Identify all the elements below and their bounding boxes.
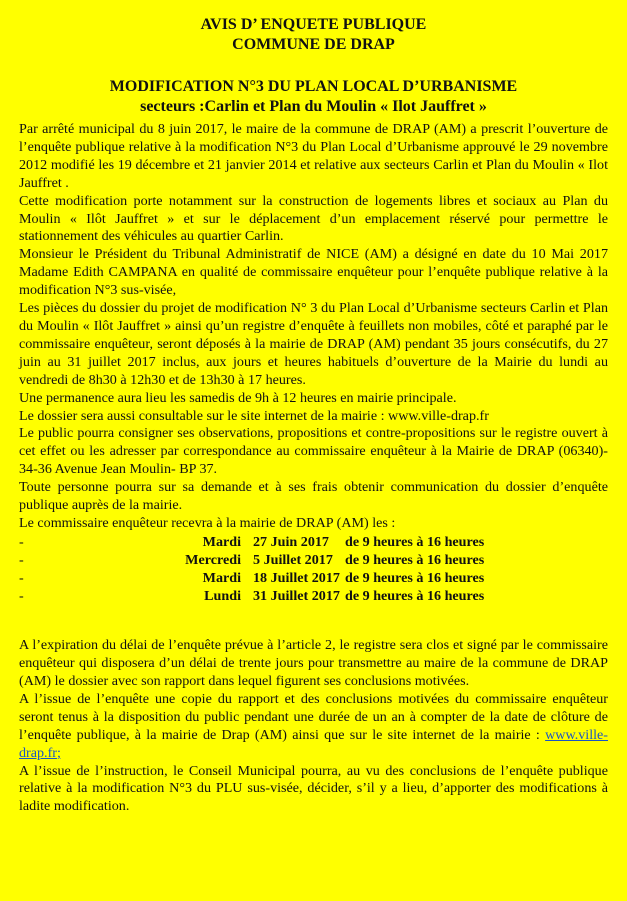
schedule-table <box>19 533 608 605</box>
schedule-hours: de 9 heures à 16 heures <box>345 570 485 587</box>
paragraph-commissaire: Monsieur le Président du Tribunal Administratif de NICE (AM) a désigné en date du 10 Mai 2017 Madame Edith CAMPANA en qualité de commissaire enquêteur pour l’enquête publique relative à la modification N°3 sus-visée, <box>19 246 608 299</box>
paragraph-communication: Toute personne pourra sur sa demande et à ses frais obtenir communication du dossier d’enquête publique auprès de la mairie. <box>19 479 608 514</box>
subject-header <box>19 77 608 117</box>
notice-title: AVIS D’ ENQUETE PUBLIQUE <box>200 16 427 33</box>
schedule-day: Lundi <box>204 588 241 605</box>
subject-sectors: secteurs :Carlin et Plan du Moulin « Ilot Jauffret » <box>140 98 487 115</box>
schedule-row <box>19 533 608 551</box>
paragraph-rapport <box>19 691 608 763</box>
schedule-dash: - <box>19 551 24 568</box>
schedule-date: 18 Juillet 2017 <box>253 570 340 587</box>
paragraph-rapport-text: A l’issue de l’enquête une copie du rapport et des conclusions motivées du commissaire enquêteur seront tenus à la disposition du public pendant une durée de un an à compter de la date de clôture de l’enquête publique, à la mairie de Drap (AM) ainsi que sur le site internet de la mairie : <box>19 690 608 743</box>
site-link-suffix: ; <box>56 744 61 761</box>
section-spacer <box>19 605 608 637</box>
schedule-row <box>19 587 608 605</box>
paragraph-dossier: Les pièces du dossier du projet de modification N° 3 du Plan Local d’Urbanisme secteurs Carlin et Plan du Moulin « Ilôt Jauffret » ainsi qu’un registre d’enquête à feuillets non mobiles, côté et paraphé par le commissaire enquêteur, seront déposés à la mairie de DRAP (AM) pendant 35 jours consécutifs, du 27 juin au 31 juillet 2017 inclus, aux jours et heures habituels d’ouverture de la Mairie du lundi au vendredi de 8h30 à 12h30 et de 13h30 à 17 heures. <box>19 300 608 388</box>
paragraph-expiration: A l’expiration du délai de l’enquête prévue à l’article 2, le registre sera clos et signé par le commissaire enquêteur qui disposera d’un délai de trente jours pour transmettre au maire de la commune de DRAP (AM) le dossier avec son rapport dans lequel figurent ses conclusions motivées. <box>19 637 608 690</box>
schedule-hours: de 9 heures à 16 heures <box>345 551 485 568</box>
paragraph-permanence: Une permanence aura lieu les samedis de 9h à 12 heures en mairie principale. <box>19 389 457 406</box>
paragraph-site: Le dossier sera aussi consultable sur le site internet de la mairie : www.ville-drap.fr <box>19 407 489 424</box>
schedule-date: 5 Juillet 2017 <box>253 551 333 568</box>
commune-name: COMMUNE DE DRAP <box>232 36 395 53</box>
paragraph-modification: Cette modification porte notamment sur la construction de logements libres et sociaux au Plan du Moulin « Ilôt Jauffret » et sur le déplacement d’un emplacement réservé pour permettre le stationnement des véhicules au quartier Carlin. <box>19 192 608 245</box>
schedule-dash: - <box>19 533 24 550</box>
notice-header <box>19 15 608 55</box>
paragraph-arrete: Par arrêté municipal du 8 juin 2017, le maire de la commune de DRAP (AM) a prescrit l’ouverture de l’enquête publique relative à la modification N°3 du Plan Local d’Urbanisme approuvé le 29 novembre 2012 modifié les 19 décembre et 21 janvier 2014 et relative aux secteurs Carlin et Plan du Moulin « Ilot Jauffret . <box>19 121 608 191</box>
schedule-date: 31 Juillet 2017 <box>253 588 340 605</box>
schedule-day: Mercredi <box>185 551 241 568</box>
paragraph-instruction: A l’issue de l’instruction, le Conseil Municipal pourra, au vu des conclusions de l’enquête publique relative à la modification N°3 du PLU sus-visée, décider, s’il y a lieu, d’apporter des modifications à ladite modification. <box>19 762 608 815</box>
schedule-row <box>19 551 608 569</box>
schedule-hours: de 9 heures à 16 heures <box>345 533 485 550</box>
schedule-row <box>19 569 608 587</box>
schedule-hours: de 9 heures à 16 heures <box>345 588 485 605</box>
schedule-day: Mardi <box>202 570 241 587</box>
schedule-dash: - <box>19 570 24 587</box>
notice-body <box>19 121 608 816</box>
paragraph-observations: Le public pourra consigner ses observations, propositions et contre-propositions sur le registre ouvert à cet effet ou les adresser par correspondance au commissaire enquêteur à la Mairie de DRAP (06340)- 34-36 Avenue Jean Moulin- BP 37. <box>19 425 608 478</box>
subject-title: MODIFICATION N°3 DU PLAN LOCAL D’URBANISME <box>109 78 518 95</box>
schedule-date: 27 Juin 2017 <box>253 533 329 550</box>
paragraph-recevra: Le commissaire enquêteur recevra à la mairie de DRAP (AM) les : <box>19 514 396 531</box>
site-link[interactable]: www.ville-drap.fr <box>19 726 608 761</box>
schedule-dash: - <box>19 588 24 605</box>
schedule-day: Mardi <box>202 533 241 550</box>
